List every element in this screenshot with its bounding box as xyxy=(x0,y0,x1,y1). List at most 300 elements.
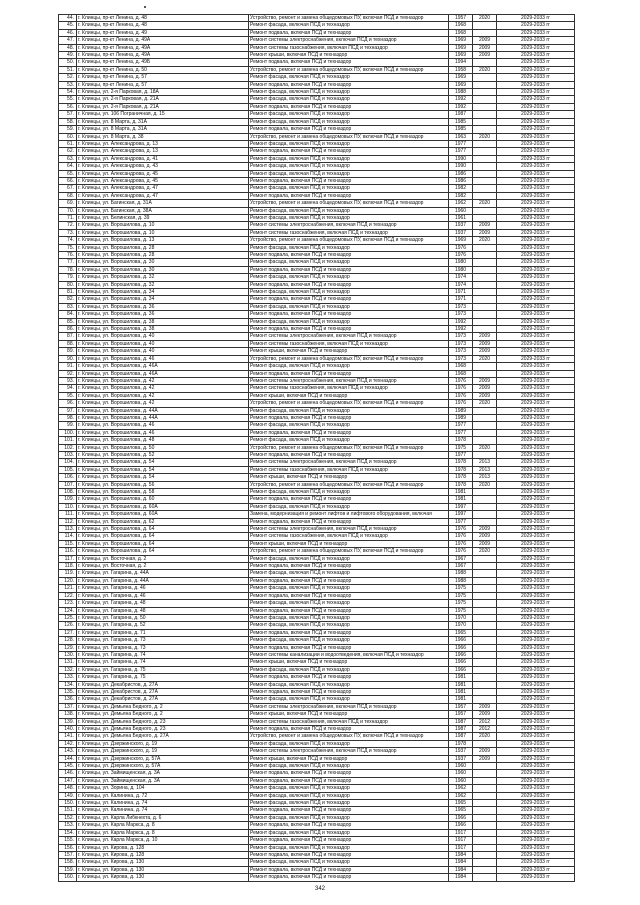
planned-period-cell: 2029-2033 гг xyxy=(497,814,575,821)
table-row xyxy=(59,103,575,110)
work-type-cell: Ремонт системы электроснабжения, включая ПСД и техназдор xyxy=(249,703,449,710)
row-number-cell: 143. xyxy=(59,748,77,755)
last-repair-year-cell: 2020 xyxy=(473,133,497,140)
work-type-cell: Ремонт системы газоснабжения, включая ПСД и техназдор xyxy=(249,466,449,473)
scan-speck xyxy=(144,6,146,8)
table-row xyxy=(59,777,575,784)
build-year-cell: 1917 xyxy=(449,844,473,851)
table-row xyxy=(59,126,575,133)
planned-period-cell: 2029-2033 гг xyxy=(497,244,575,251)
planned-period-cell: 2029-2033 гг xyxy=(497,866,575,873)
row-number-cell: 78. xyxy=(59,266,77,273)
planned-period-cell: 2029-2033 гг xyxy=(497,296,575,303)
planned-period-cell: 2029-2033 гг xyxy=(497,29,575,36)
address-cell: г. Клинцы, ул. Гагарина, д. 50 xyxy=(77,614,249,621)
work-type-cell: Ремонт фасада, включая ПСД и техназдор xyxy=(249,600,449,607)
address-cell: г. Клинцы, ул. Дзержинского, д. 57А xyxy=(77,755,249,762)
last-repair-year-cell: 2009 xyxy=(473,37,497,44)
address-cell: г. Клинцы, ул. Демьяна Бедного, д. 23 xyxy=(77,718,249,725)
table-row xyxy=(59,600,575,607)
address-cell: г. Клинцы, ул. Демьяна Бедного, д. 23 xyxy=(77,726,249,733)
row-number-cell: 121. xyxy=(59,585,77,592)
work-type-cell: Ремонт фасада, включая ПСД и техназдор xyxy=(249,22,449,29)
row-number-cell: 138. xyxy=(59,711,77,718)
planned-period-cell: 2029-2033 гг xyxy=(497,600,575,607)
row-number-cell: 79. xyxy=(59,274,77,281)
row-number-cell: 85. xyxy=(59,318,77,325)
last-repair-year-cell: 2020 xyxy=(473,481,497,488)
row-number-cell: 96. xyxy=(59,400,77,407)
work-type-cell: Ремонт подвала, включая ПСД и техназдор xyxy=(249,126,449,133)
last-repair-year-cell xyxy=(473,740,497,747)
work-type-cell: Ремонт фасада, включая ПСД и техназдор xyxy=(249,585,449,592)
last-repair-year-cell xyxy=(473,326,497,333)
build-year-cell: 1966 xyxy=(449,666,473,673)
address-cell: г. Клинцы, ул. Ворошилова, д. 36 xyxy=(77,303,249,310)
last-repair-year-cell xyxy=(473,148,497,155)
planned-period-cell: 2029-2033 гг xyxy=(497,659,575,666)
planned-period-cell: 2029-2033 гг xyxy=(497,837,575,844)
build-year-cell: 1988 xyxy=(449,570,473,577)
table-row xyxy=(59,844,575,851)
planned-period-cell: 2029-2033 гг xyxy=(497,637,575,644)
build-year-cell: 1957 xyxy=(449,711,473,718)
planned-period-cell: 2029-2033 гг xyxy=(497,266,575,273)
build-year-cell: 1978 xyxy=(449,437,473,444)
build-year-cell: 1967 xyxy=(449,555,473,562)
work-type-cell: Ремонт подвала, включая ПСД и техназдор xyxy=(249,177,449,184)
work-type-cell: Ремонт подвала, включая ПСД и техназдор xyxy=(249,674,449,681)
address-cell: г. Клинцы, ул. Кирова, д. 128 xyxy=(77,851,249,858)
planned-period-cell: 2029-2033 гг xyxy=(497,800,575,807)
table-row xyxy=(59,740,575,747)
row-number-cell: 126. xyxy=(59,622,77,629)
last-repair-year-cell xyxy=(473,22,497,29)
work-type-cell: Ремонт фасада, включая ПСД и техназдор xyxy=(249,303,449,310)
last-repair-year-cell xyxy=(473,844,497,851)
address-cell: г. Клинцы, ул. Займищенская, д. 3А xyxy=(77,770,249,777)
work-type-cell: Ремонт фасада, включая ПСД и техназдор xyxy=(249,740,449,747)
work-type-cell: Ремонт подвала, включая ПСД и техназдор xyxy=(249,777,449,784)
row-number-cell: 52. xyxy=(59,74,77,81)
planned-period-cell: 2029-2033 гг xyxy=(497,807,575,814)
build-year-cell: 1969 xyxy=(449,52,473,59)
address-cell: г. Клинцы, ул. Ворошилова, д. 52 xyxy=(77,451,249,458)
planned-period-cell: 2029-2033 гг xyxy=(497,874,575,881)
build-year-cell: 1987 xyxy=(449,718,473,725)
table-row xyxy=(59,74,575,81)
table-row xyxy=(59,570,575,577)
table-row xyxy=(59,340,575,347)
build-year-cell: 1966 xyxy=(449,651,473,658)
planned-period-cell: 2029-2033 гг xyxy=(497,577,575,584)
row-number-cell: 59. xyxy=(59,126,77,133)
table-row xyxy=(59,511,575,518)
table-row xyxy=(59,244,575,251)
address-cell: г. Клинцы, ул. 106 Пограничная, д. 15 xyxy=(77,111,249,118)
row-number-cell: 109. xyxy=(59,496,77,503)
row-number-cell: 149. xyxy=(59,792,77,799)
planned-period-cell: 2029-2033 гг xyxy=(497,511,575,518)
last-repair-year-cell xyxy=(473,696,497,703)
last-repair-year-cell xyxy=(473,363,497,370)
build-year-cell: 1980 xyxy=(449,259,473,266)
work-type-cell: Ремонт фасада, включая ПСД и техназдор xyxy=(249,318,449,325)
row-number-cell: 100. xyxy=(59,429,77,436)
planned-period-cell: 2029-2033 гг xyxy=(497,237,575,244)
planned-period-cell: 2029-2033 гг xyxy=(497,703,575,710)
planned-period-cell: 2029-2033 гг xyxy=(497,466,575,473)
last-repair-year-cell xyxy=(473,607,497,614)
work-type-cell: Ремонт системы газоснабжения, включая ПСД и техназдор xyxy=(249,385,449,392)
last-repair-year-cell: 2009 xyxy=(473,333,497,340)
planned-period-cell: 2029-2033 гг xyxy=(497,348,575,355)
row-number-cell: 159. xyxy=(59,866,77,873)
table-row xyxy=(59,718,575,725)
table-row xyxy=(59,355,575,362)
work-type-cell: Замена, модернизация и ремонт лифтов и лифтового оборудования, включая xyxy=(249,511,449,518)
row-number-cell: 64. xyxy=(59,163,77,170)
row-number-cell: 157. xyxy=(59,851,77,858)
planned-period-cell: 2029-2033 гг xyxy=(497,155,575,162)
build-year-cell: 1973 xyxy=(449,348,473,355)
build-year-cell: 1968 xyxy=(449,370,473,377)
planned-period-cell: 2029-2033 гг xyxy=(497,859,575,866)
build-year-cell: 1966 xyxy=(449,814,473,821)
address-cell: г. Клинцы, ул. Кирова, д. 130 xyxy=(77,866,249,873)
address-cell: г. Клинцы, ул. Кирова, д. 130 xyxy=(77,874,249,881)
address-cell: г. Клинцы, ул. Гагарина, д. 73 xyxy=(77,644,249,651)
table-row xyxy=(59,59,575,66)
planned-period-cell: 2029-2033 гг xyxy=(497,585,575,592)
table-row xyxy=(59,192,575,199)
last-repair-year-cell: 2020 xyxy=(473,400,497,407)
table-row xyxy=(59,629,575,636)
row-number-cell: 56. xyxy=(59,103,77,110)
work-type-cell: Ремонт фасада, включая ПСД и техназдор xyxy=(249,244,449,251)
work-type-cell: Устройство, ремонт и замена общедомовых ПУ, включая ПСД и техназдор xyxy=(249,548,449,555)
repair-schedule-table xyxy=(58,14,575,882)
address-cell: г. Клинцы, ул. Ворошилова, д. 30 xyxy=(77,259,249,266)
row-number-cell: 74. xyxy=(59,237,77,244)
table-row xyxy=(59,414,575,421)
planned-period-cell: 2029-2033 гг xyxy=(497,666,575,673)
table-row xyxy=(59,577,575,584)
build-year-cell: 1976 xyxy=(449,526,473,533)
table-row xyxy=(59,474,575,481)
address-cell: г. Клинцы, ул. Гагарина, д. 46 xyxy=(77,592,249,599)
planned-period-cell: 2029-2033 гг xyxy=(497,370,575,377)
table-row xyxy=(59,148,575,155)
row-number-cell: 82. xyxy=(59,296,77,303)
table-row xyxy=(59,755,575,762)
planned-period-cell: 2029-2033 гг xyxy=(497,414,575,421)
row-number-cell: 102. xyxy=(59,444,77,451)
last-repair-year-cell xyxy=(473,822,497,829)
build-year-cell: 1981 xyxy=(449,681,473,688)
address-cell: г. Клинцы, ул. Ворошилова, д. 42 xyxy=(77,400,249,407)
table-row xyxy=(59,259,575,266)
last-repair-year-cell xyxy=(473,644,497,651)
planned-period-cell: 2029-2033 гг xyxy=(497,52,575,59)
table-row xyxy=(59,696,575,703)
table-row xyxy=(59,770,575,777)
build-year-cell: 1960 xyxy=(449,777,473,784)
row-number-cell: 104. xyxy=(59,459,77,466)
planned-period-cell: 2029-2033 гг xyxy=(497,622,575,629)
build-year-cell: 1962 xyxy=(449,200,473,207)
address-cell: г. Клинцы, ул. Гагарина, д. 75 xyxy=(77,674,249,681)
planned-period-cell: 2029-2033 гг xyxy=(497,392,575,399)
address-cell: г. Клинцы, ул. Дзержинского, д. 57А xyxy=(77,763,249,770)
row-number-cell: 86. xyxy=(59,326,77,333)
planned-period-cell: 2029-2033 гг xyxy=(497,696,575,703)
address-cell: г. Клинцы, ул. Гагарина, д. 74 xyxy=(77,651,249,658)
address-cell: г. Клинцы, ул. Ворошилова, д. 42 xyxy=(77,392,249,399)
address-cell: г. Клинцы, ул. Белинская, д. 39 xyxy=(77,214,249,221)
row-number-cell: 136. xyxy=(59,696,77,703)
row-number-cell: 97. xyxy=(59,407,77,414)
work-type-cell: Ремонт фасада, включая ПСД и техназдор xyxy=(249,111,449,118)
row-number-cell: 145. xyxy=(59,763,77,770)
row-number-cell: 160. xyxy=(59,874,77,881)
planned-period-cell: 2029-2033 гг xyxy=(497,614,575,621)
planned-period-cell: 2029-2033 гг xyxy=(497,770,575,777)
build-year-cell: 1963 xyxy=(449,133,473,140)
work-type-cell: Ремонт фасада, включая ПСД и техназдор xyxy=(249,422,449,429)
build-year-cell: 1967 xyxy=(449,563,473,570)
planned-period-cell: 2029-2033 гг xyxy=(497,829,575,836)
table-row xyxy=(59,177,575,184)
work-type-cell: Ремонт фасада, включая ПСД и техназдор xyxy=(249,155,449,162)
last-repair-year-cell: 2020 xyxy=(473,355,497,362)
address-cell: г. Клинцы, пр-кт Ленина, д. 49А xyxy=(77,52,249,59)
build-year-cell: 1976 xyxy=(449,385,473,392)
address-cell: г. Клинцы, ул. Кирова, д. 130 xyxy=(77,859,249,866)
row-number-cell: 101. xyxy=(59,437,77,444)
build-year-cell: 1958 xyxy=(449,66,473,73)
table-row xyxy=(59,859,575,866)
build-year-cell: 1957 xyxy=(449,703,473,710)
row-number-cell: 77. xyxy=(59,259,77,266)
row-number-cell: 103. xyxy=(59,451,77,458)
work-type-cell: Устройство, ремонт и замена общедомовых ПУ, включая ПСД и техназдор xyxy=(249,66,449,73)
table-row xyxy=(59,363,575,370)
planned-period-cell: 2029-2033 гг xyxy=(497,274,575,281)
planned-period-cell: 2029-2033 гг xyxy=(497,526,575,533)
last-repair-year-cell xyxy=(473,192,497,199)
last-repair-year-cell xyxy=(473,577,497,584)
work-type-cell: Ремонт подвала, включая ПСД и техназдор xyxy=(249,851,449,858)
table-row xyxy=(59,614,575,621)
work-type-cell: Ремонт системы электроснабжения, включая ПСД и техназдор xyxy=(249,37,449,44)
work-type-cell: Ремонт системы электроснабжения, включая ПСД и техназдор xyxy=(249,748,449,755)
address-cell: г. Клинцы, ул. Ворошилова, д. 40 xyxy=(77,333,249,340)
work-type-cell: Ремонт подвала, включая ПСД и техназдор xyxy=(249,103,449,110)
planned-period-cell: 2029-2033 гг xyxy=(497,777,575,784)
last-repair-year-cell xyxy=(473,81,497,88)
row-number-cell: 90. xyxy=(59,355,77,362)
planned-period-cell: 2029-2033 гг xyxy=(497,851,575,858)
row-number-cell: 47. xyxy=(59,37,77,44)
build-year-cell: 1985 xyxy=(449,126,473,133)
address-cell: г. Клинцы, ул. Декабристов, д. 27А xyxy=(77,688,249,695)
table-row xyxy=(59,651,575,658)
work-type-cell: Устройство, ремонт и замена общедомовых ПУ, включая ПСД и техназдор xyxy=(249,355,449,362)
table-row xyxy=(59,15,575,22)
row-number-cell: 84. xyxy=(59,311,77,318)
table-row xyxy=(59,170,575,177)
address-cell: г. Клинцы, ул. Дзержинского, д. 19 xyxy=(77,740,249,747)
address-cell: г. Клинцы, ул. Ворошилова, д. 64 xyxy=(77,548,249,555)
address-cell: г. Клинцы, пр-кт Ленина, д. 49А xyxy=(77,44,249,51)
address-cell: г. Клинцы, ул. Демьяна Бедного, д. 27А xyxy=(77,733,249,740)
planned-period-cell: 2029-2033 гг xyxy=(497,429,575,436)
row-number-cell: 108. xyxy=(59,489,77,496)
table-row xyxy=(59,207,575,214)
row-number-cell: 76. xyxy=(59,252,77,259)
address-cell: г. Клинцы, ул. Ворошилова, д. 28 xyxy=(77,252,249,259)
row-number-cell: 117. xyxy=(59,555,77,562)
address-cell: г. Клинцы, ул. 2-я Парковая, д. 21А xyxy=(77,96,249,103)
last-repair-year-cell xyxy=(473,518,497,525)
last-repair-year-cell xyxy=(473,800,497,807)
planned-period-cell: 2029-2033 гг xyxy=(497,555,575,562)
row-number-cell: 53. xyxy=(59,81,77,88)
planned-period-cell: 2029-2033 гг xyxy=(497,718,575,725)
address-cell: г. Клинцы, ул. Александрова, д. 47 xyxy=(77,192,249,199)
last-repair-year-cell: 2009 xyxy=(473,392,497,399)
last-repair-year-cell xyxy=(473,674,497,681)
build-year-cell: 1973 xyxy=(449,355,473,362)
work-type-cell: Ремонт фасада, включая ПСД и техназдор xyxy=(249,503,449,510)
address-cell: г. Клинцы, ул. Ворошилова, д. 30 xyxy=(77,266,249,273)
last-repair-year-cell xyxy=(473,414,497,421)
build-year-cell: 1973 xyxy=(449,303,473,310)
row-number-cell: 141. xyxy=(59,733,77,740)
last-repair-year-cell xyxy=(473,140,497,147)
build-year-cell: 1977 xyxy=(449,451,473,458)
address-cell: г. Клинцы, ул. Александрова, д. 41 xyxy=(77,155,249,162)
address-cell: г. Клинцы, ул. Александрова, д. 45 xyxy=(77,170,249,177)
build-year-cell: 1977 xyxy=(449,140,473,147)
last-repair-year-cell xyxy=(473,303,497,310)
build-year-cell: 1987 xyxy=(449,111,473,118)
build-year-cell: 1984 xyxy=(449,851,473,858)
last-repair-year-cell xyxy=(473,829,497,836)
work-type-cell: Устройство, ремонт и замена общедомовых ПУ, включая ПСД и техназдор xyxy=(249,444,449,451)
work-type-cell: Ремонт фасада, включая ПСД и техназдор xyxy=(249,844,449,851)
address-cell: г. Клинцы, ул. Александрова, д. 13 xyxy=(77,140,249,147)
work-type-cell: Ремонт подвала, включая ПСД и техназдор xyxy=(249,59,449,66)
address-cell: г. Клинцы, ул. Ворошилова, д. 42 xyxy=(77,377,249,384)
table-row xyxy=(59,37,575,44)
last-repair-year-cell xyxy=(473,866,497,873)
planned-period-cell: 2029-2033 гг xyxy=(497,688,575,695)
row-number-cell: 155. xyxy=(59,837,77,844)
build-year-cell: 1968 xyxy=(449,29,473,36)
row-number-cell: 139. xyxy=(59,718,77,725)
planned-period-cell: 2029-2033 гг xyxy=(497,15,575,22)
row-number-cell: 55. xyxy=(59,96,77,103)
address-cell: г. Клинцы, ул. Ворошилова, д. 56 xyxy=(77,481,249,488)
planned-period-cell: 2029-2033 гг xyxy=(497,607,575,614)
table-row xyxy=(59,451,575,458)
work-type-cell: Ремонт фасада, включая ПСД и техназдор xyxy=(249,437,449,444)
table-row xyxy=(59,407,575,414)
work-type-cell: Ремонт фасада, включая ПСД и техназдор xyxy=(249,207,449,214)
table-row xyxy=(59,214,575,221)
table-row xyxy=(59,681,575,688)
row-number-cell: 45. xyxy=(59,22,77,29)
table-row xyxy=(59,688,575,695)
table-row xyxy=(59,22,575,29)
work-type-cell: Ремонт подвала, включая ПСД и техназдор xyxy=(249,414,449,421)
row-number-cell: 57. xyxy=(59,111,77,118)
build-year-cell: 1969 xyxy=(449,237,473,244)
last-repair-year-cell xyxy=(473,666,497,673)
table-row xyxy=(59,496,575,503)
table-row xyxy=(59,52,575,59)
work-type-cell: Ремонт крыши, включая ПСД и техназдор xyxy=(249,755,449,762)
planned-period-cell: 2029-2033 гг xyxy=(497,407,575,414)
work-type-cell: Ремонт подвала, включая ПСД и техназдор xyxy=(249,837,449,844)
work-type-cell: Ремонт подвала, включая ПСД и техназдор xyxy=(249,866,449,873)
row-number-cell: 63. xyxy=(59,155,77,162)
build-year-cell: 1990 xyxy=(449,155,473,162)
planned-period-cell: 2029-2033 гг xyxy=(497,822,575,829)
planned-period-cell: 2029-2033 гг xyxy=(497,74,575,81)
table-row xyxy=(59,807,575,814)
work-type-cell: Ремонт подвала, включая ПСД и техназдор xyxy=(249,822,449,829)
address-cell: г. Клинцы, ул. Гагарина, д. 44А xyxy=(77,570,249,577)
last-repair-year-cell xyxy=(473,274,497,281)
row-number-cell: 70. xyxy=(59,207,77,214)
address-cell: г. Клинцы, пр-кт Ленина, д. 49 xyxy=(77,29,249,36)
build-year-cell: 1976 xyxy=(449,548,473,555)
last-repair-year-cell: 2020 xyxy=(473,733,497,740)
work-type-cell: Ремонт фасада, включая ПСД и техназдор xyxy=(249,274,449,281)
table-row xyxy=(59,540,575,547)
work-type-cell: Ремонт крыши, включая ПСД и техназдор xyxy=(249,474,449,481)
table-row xyxy=(59,785,575,792)
last-repair-year-cell xyxy=(473,214,497,221)
last-repair-year-cell: 2013 xyxy=(473,459,497,466)
row-number-cell: 128. xyxy=(59,637,77,644)
table-row xyxy=(59,659,575,666)
row-number-cell: 113. xyxy=(59,526,77,533)
work-type-cell: Ремонт подвала, включая ПСД и техназдор xyxy=(249,326,449,333)
table-row xyxy=(59,222,575,229)
address-cell: г. Клинцы, ул. Гагарина, д. 44А xyxy=(77,577,249,584)
work-type-cell: Ремонт подвала, включая ПСД и техназдор xyxy=(249,770,449,777)
row-number-cell: 115. xyxy=(59,540,77,547)
work-type-cell: Ремонт фасада, включая ПСД и техназдор xyxy=(249,163,449,170)
last-repair-year-cell xyxy=(473,451,497,458)
planned-period-cell: 2029-2033 гг xyxy=(497,711,575,718)
address-cell: г. Клинцы, пр-кт Ленина, д. 49Б xyxy=(77,59,249,66)
table-row xyxy=(59,563,575,570)
address-cell: г. Клинцы, ул. Ворошилова, д. 60А xyxy=(77,503,249,510)
row-number-cell: 140. xyxy=(59,726,77,733)
address-cell: г. Клинцы, ул. Ворошилова, д. 34 xyxy=(77,296,249,303)
row-number-cell: 133. xyxy=(59,674,77,681)
address-cell: г. Клинцы, ул. Гагарина, д. 48 xyxy=(77,600,249,607)
build-year-cell: 1997 xyxy=(449,511,473,518)
row-number-cell: 94. xyxy=(59,385,77,392)
row-number-cell: 67. xyxy=(59,185,77,192)
address-cell: г. Клинцы, ул. Ворошилова, д. 46 xyxy=(77,422,249,429)
